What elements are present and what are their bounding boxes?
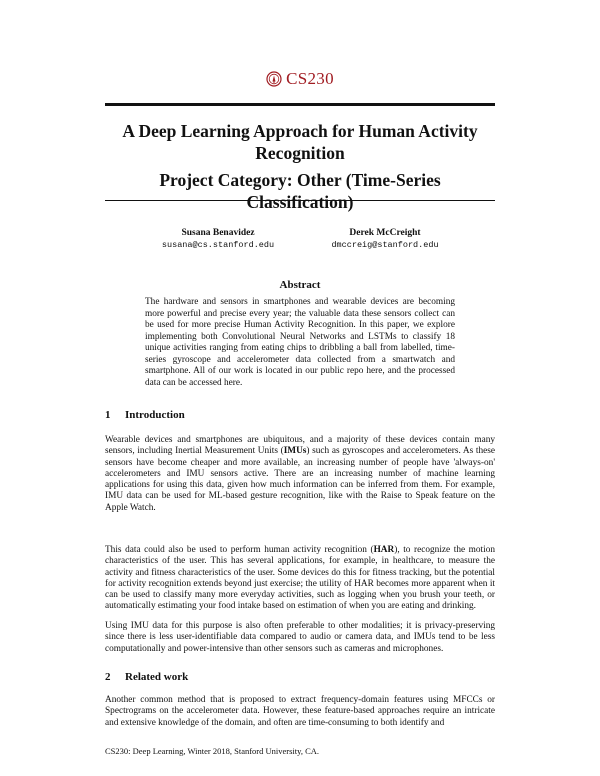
title-rule-bottom	[105, 200, 495, 201]
bold-term: HAR	[373, 545, 395, 555]
section-title: Introduction	[125, 409, 185, 421]
text-run: ), to recognize the motion characteristics of the user. This has several applications, for example, in healthcare, to measure the activity and fitness characteristics of the user. Some devices do this for fitness tracking, but the potential for activity recognition extends beyond just exercise; the utility of HAR becomes more apparent when it can be used to classify many more everyday activities, such as logging when you brush your teeth, or automatically estimating your food intake based on estimation of when you are eating and drinking.	[105, 545, 496, 612]
intro-paragraph-3: Using IMU data for this purpose is also often preferable to other modalities; it is privacy-preserving since there is less user-identifiable data compared to audio or camera data, and IMUs tend to be less computationally and power-intensive than other sensors such as cameras and microphones.	[105, 621, 495, 654]
author-email[interactable]: susana@cs.stanford.edu	[161, 240, 275, 250]
bold-term: IMUs	[283, 446, 307, 457]
author-name: Susana Benavidez	[181, 228, 255, 238]
paper-subtitle: Project Category: Other (Time-Series Classification)	[159, 170, 441, 212]
abstract-heading: Abstract	[279, 279, 321, 291]
abstract-text: The hardware and sensors in smartphones and wearable devices are becoming more powerful and precise every year; the valuable data these sensors collect can be used for more precise Human Activity Recognition. In this paper, we explore implementing both Convolutional Neural Networks and LSTMs to classify 18 unique activities ranging from eating chips to dribbling a ball from labelled, time-series gyroscope and accelerometer data collected from a smartwatch and smartphone. All of our work is located in our public repo here, and the processed data can be accessed here.	[145, 297, 455, 388]
stanford-seal-icon	[266, 71, 282, 87]
section-heading-introduction	[105, 409, 185, 421]
intro-paragraph-1	[105, 435, 495, 514]
author-block	[285, 227, 485, 251]
intro-paragraph-2	[105, 545, 495, 613]
section-number: 1	[105, 409, 111, 421]
section-number: 2	[105, 671, 111, 683]
text-run: ) such as gyroscopes and accelerometers. As these sensors have become cheaper and more available, an increasing number of people have 'always-on' accelerometers and IMU sensors active. There are an increasing number of machine learning applications for using this data, given how much information can be inferred from them. For example, IMU data can be used for ML-based gesture recognition, like with the Raise to Speak feature on the Apple Watch.	[105, 446, 495, 513]
text-run: This data could also be used to perform human activity recognition (	[105, 545, 374, 555]
related-paragraph-1: Another common method that is proposed to extract frequency-domain features using MFCCs or Spectrograms on the accelerometer data. However, these feature-based approaches require an intricate and extensive knowledge of the domain, and often are time-consuming to both identify and	[105, 695, 495, 728]
section-heading-related-work	[105, 671, 188, 683]
author-name: Derek McCreight	[349, 228, 421, 238]
section-title: Related work	[125, 671, 189, 683]
text-run: Wearable devices and smartphones are ubiquitous, and a majority of these devices contain many sensors, including Inertial Measurement Units (	[105, 435, 495, 457]
paper-title: A Deep Learning Approach for Human Activity Recognition	[122, 121, 478, 163]
logo-text: CS230	[286, 69, 334, 88]
title-rule-top	[105, 103, 495, 106]
author-email[interactable]: dmccreig@stanford.edu	[331, 240, 439, 250]
course-logo	[0, 69, 600, 92]
page-footer: CS230: Deep Learning, Winter 2018, Stanford University, CA.	[105, 746, 320, 756]
